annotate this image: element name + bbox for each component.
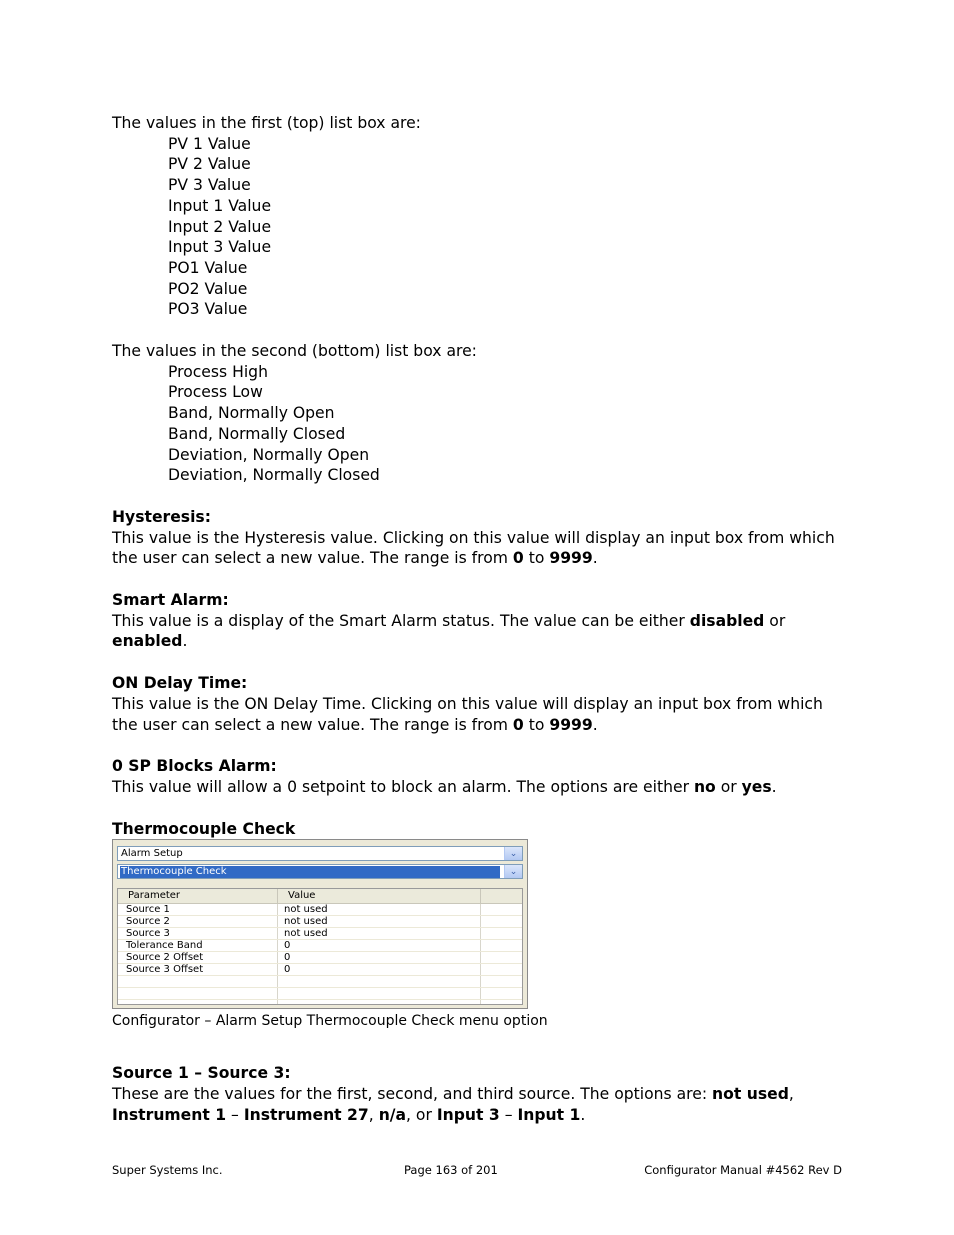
- table-row-empty: [118, 1000, 522, 1005]
- table-row[interactable]: [118, 928, 522, 940]
- chevron-down-icon[interactable]: ⌄: [504, 847, 522, 860]
- on-delay-text: This value is the ON Delay Time. Clicking on this value will display an input box from which the user can select a new value. The range is from 0 to 9999.: [112, 694, 823, 734]
- param-cell: Tolerance Band: [118, 940, 278, 951]
- list-item: PV 3 Value: [168, 176, 251, 195]
- smart-alarm-heading: Smart Alarm:: [112, 591, 229, 610]
- value-cell[interactable]: 0: [278, 952, 481, 963]
- param-cell: Source 2: [118, 916, 278, 927]
- grid-header: [118, 889, 522, 904]
- list-item: PV 1 Value: [168, 134, 251, 153]
- table-row[interactable]: [118, 904, 522, 916]
- value-cell[interactable]: not used: [278, 916, 481, 927]
- footer-manual-id: Configurator Manual #4562 Rev D: [644, 1163, 842, 1177]
- tc-check-heading: Thermocouple Check: [112, 819, 296, 838]
- source-text: These are the values for the first, second, and third source. The options are: not used, Instrument 1 – Instrument 27, n/a, or Input 3 – Input 1.: [112, 1085, 794, 1124]
- list-item: Input 2 Value: [168, 217, 272, 236]
- list-item: Process High: [168, 362, 268, 381]
- value-cell[interactable]: 0: [278, 940, 481, 951]
- table-row-empty: [118, 988, 522, 1000]
- list-item: Band, Normally Open: [168, 404, 335, 423]
- list-item: PO1 Value: [168, 258, 248, 277]
- value-cell[interactable]: not used: [278, 928, 481, 939]
- param-cell: Source 2 Offset: [118, 952, 278, 963]
- parameter-grid: [117, 888, 523, 1005]
- submenu-select[interactable]: [117, 864, 523, 879]
- table-row[interactable]: [118, 916, 522, 928]
- list-item: Deviation, Normally Open: [168, 445, 370, 464]
- intro-second-list: The values in the second (bottom) list box are:: [112, 342, 477, 361]
- menu-select-value: Alarm Setup: [121, 848, 183, 860]
- list-item: Input 3 Value: [168, 238, 272, 257]
- table-row[interactable]: [118, 940, 522, 952]
- second-list: [112, 362, 852, 486]
- column-header-parameter[interactable]: Parameter: [118, 889, 278, 903]
- table-row[interactable]: [118, 952, 522, 964]
- sp-blocks-heading: 0 SP Blocks Alarm:: [112, 757, 277, 776]
- page-content: [112, 113, 852, 1126]
- list-item: PV 2 Value: [168, 155, 251, 174]
- value-cell[interactable]: not used: [278, 904, 481, 915]
- source-heading: Source 1 – Source 3:: [112, 1064, 291, 1083]
- hysteresis-heading: Hysteresis:: [112, 507, 211, 526]
- list-item: Process Low: [168, 383, 263, 402]
- smart-alarm-text: This value is a display of the Smart Alarm status. The value can be either disabled or enabled.: [112, 611, 786, 651]
- table-row[interactable]: [118, 964, 522, 976]
- column-header-value[interactable]: Value: [278, 889, 481, 903]
- on-delay-heading: ON Delay Time:: [112, 674, 248, 693]
- first-list: [112, 134, 852, 320]
- list-item: Input 1 Value: [168, 196, 272, 215]
- list-item: PO3 Value: [168, 300, 248, 319]
- list-item: Band, Normally Closed: [168, 424, 346, 443]
- value-cell[interactable]: 0: [278, 964, 481, 975]
- chevron-down-icon[interactable]: ⌄: [504, 865, 522, 878]
- sp-blocks-text: This value will allow a 0 setpoint to block an alarm. The options are either no or yes.: [112, 777, 777, 796]
- param-cell: Source 3: [118, 928, 278, 939]
- param-cell: Source 3 Offset: [118, 964, 278, 975]
- list-item: Deviation, Normally Closed: [168, 466, 380, 485]
- submenu-select-value: Thermocouple Check: [120, 866, 500, 878]
- param-cell: Source 1: [118, 904, 278, 915]
- configurator-screenshot: [112, 839, 528, 1009]
- hysteresis-text: This value is the Hysteresis value. Clicking on this value will display an input box from which the user can select a new value. The range is from 0 to 9999.: [112, 528, 835, 568]
- menu-select[interactable]: [117, 846, 523, 861]
- intro-first-list: The values in the first (top) list box are:: [112, 114, 421, 132]
- page-footer: [112, 1162, 842, 1178]
- table-row-empty: [118, 976, 522, 988]
- list-item: PO2 Value: [168, 279, 248, 298]
- figure-caption: Configurator – Alarm Setup Thermocouple Check menu option: [112, 1013, 548, 1030]
- footer-company: Super Systems Inc.: [112, 1163, 223, 1177]
- footer-page-number: Page 163 of 201: [404, 1163, 498, 1177]
